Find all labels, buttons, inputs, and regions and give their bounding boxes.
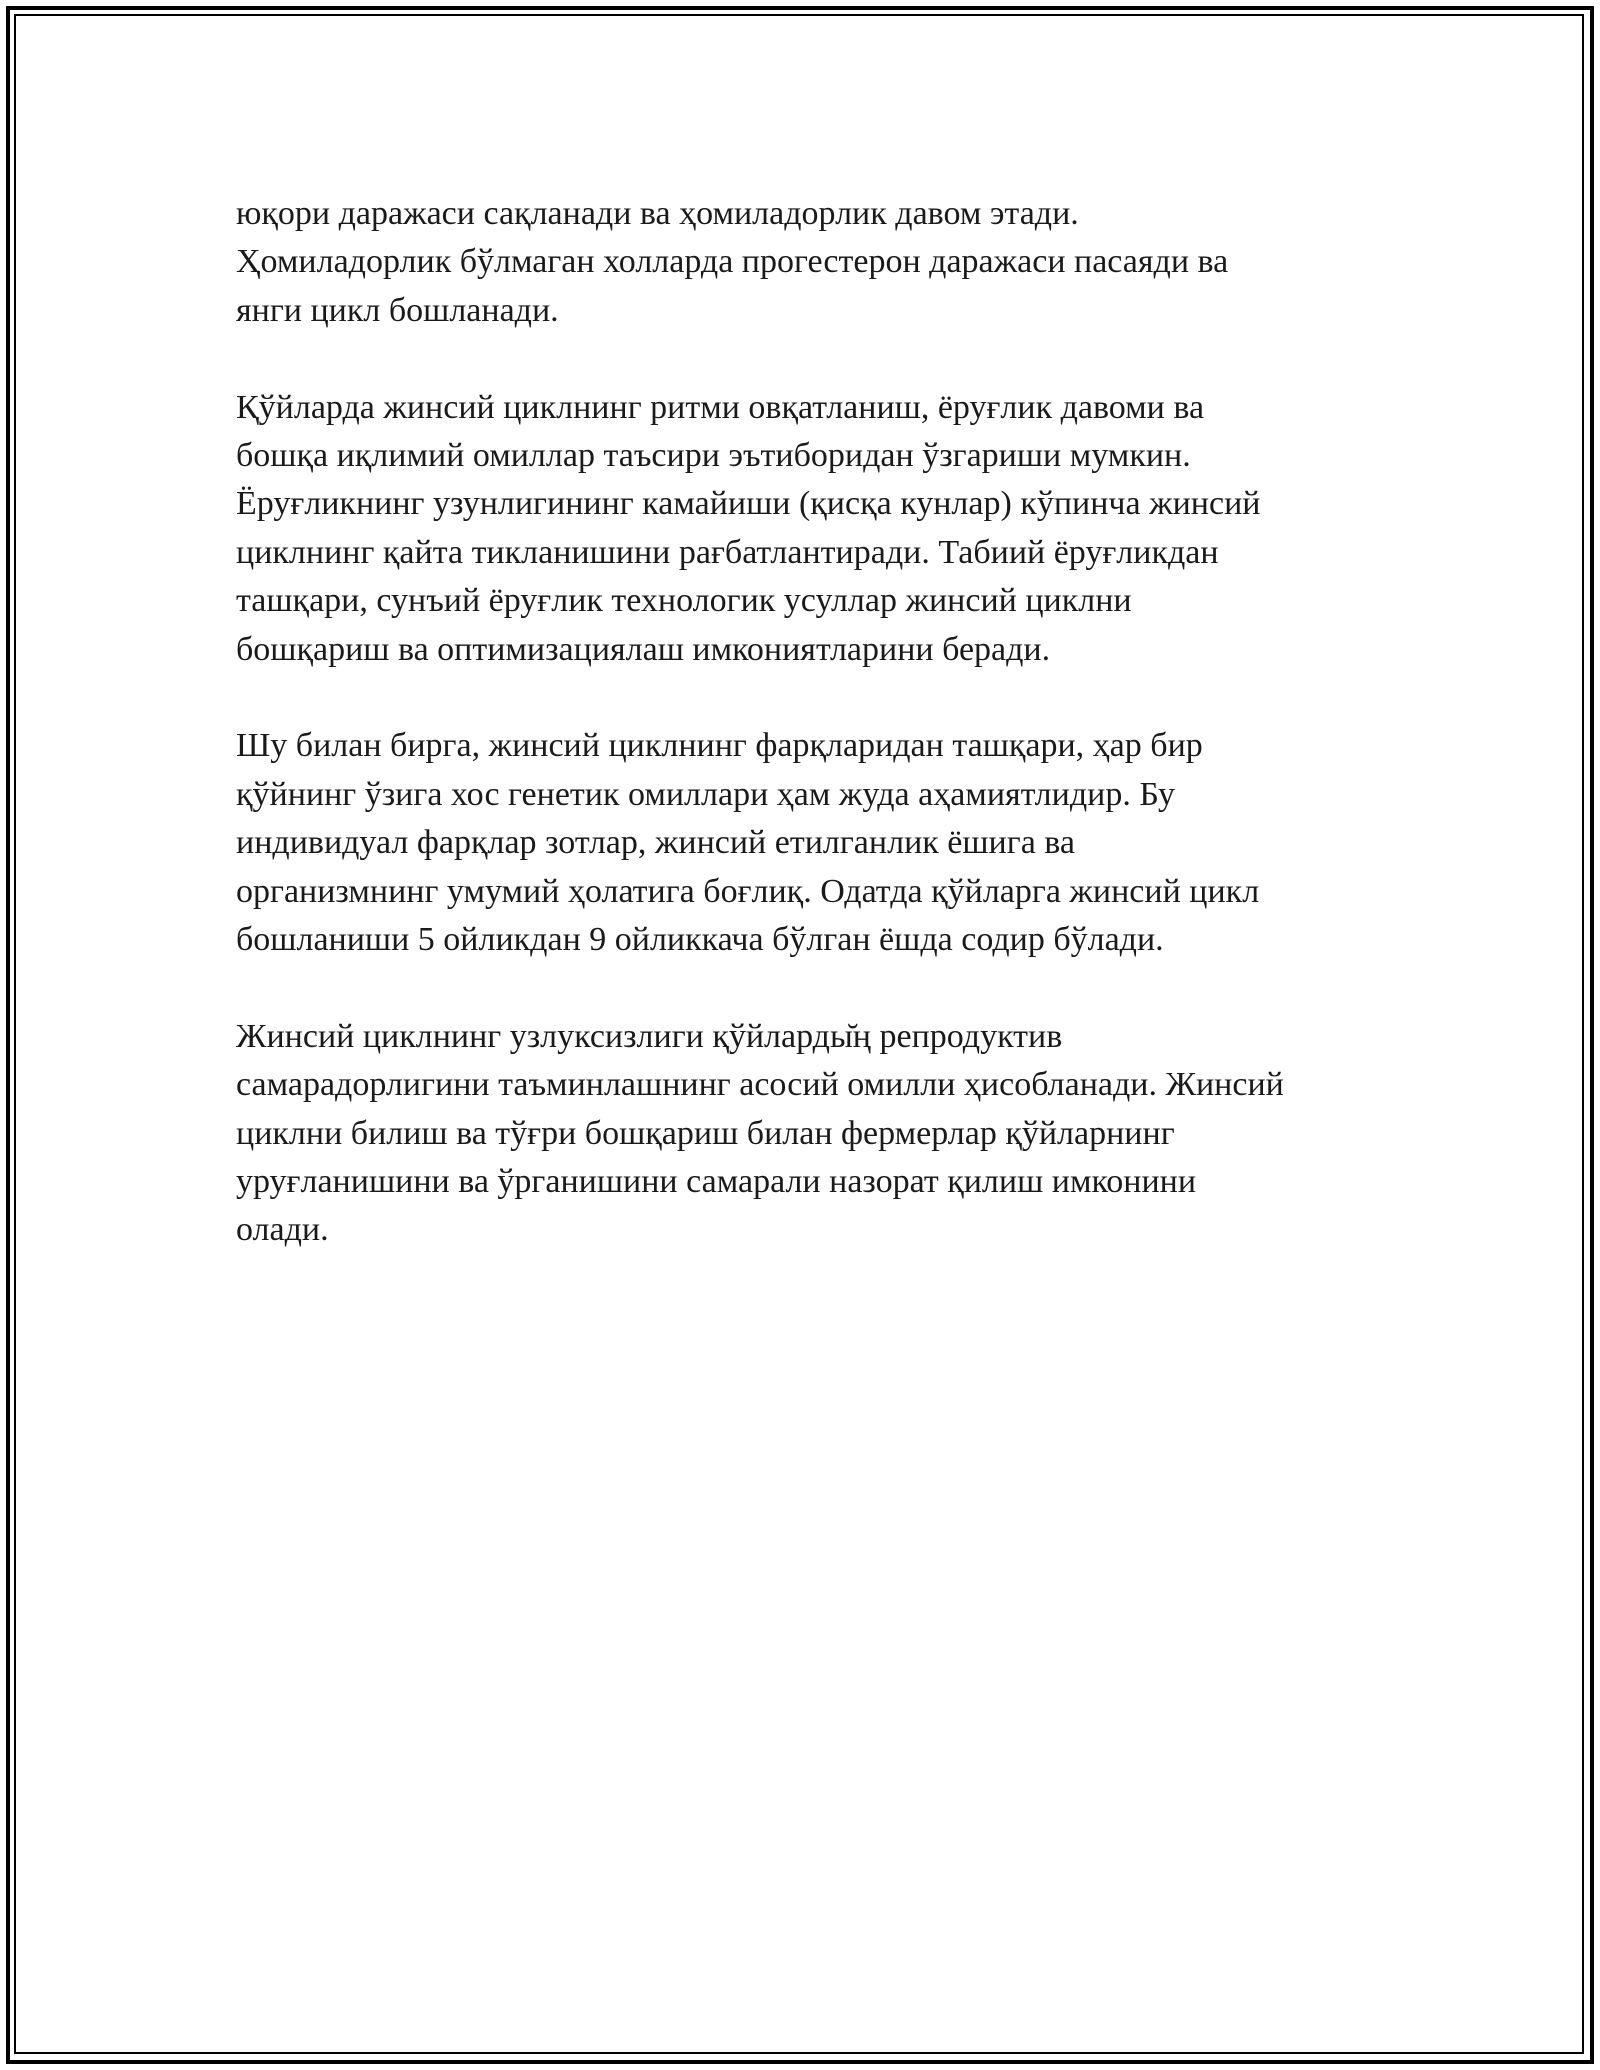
text-line: Ёруғликнинг узунлигининг камайиши (қисқа кунлар) кўпинча жинсий [236, 485, 1261, 523]
text-line: Жинсий циклнинг узлуксизлиги қўйларды̆ң репродуктив [236, 1017, 1063, 1055]
text-line: Ҳомиладорлик бўлмаган холларда прогестерон даражаси пасаяди ва [236, 243, 1229, 281]
text-line: олади. [236, 1211, 329, 1249]
paragraph-1 [236, 190, 1436, 335]
paragraph-2 [236, 384, 1436, 674]
text-line: ташқари, сунъий ёруғлик технологик усуллар жинсий циклни [236, 582, 1132, 620]
text-line: Шу билан бирга, жинсий циклнинг фарқларидан ташқари, ҳар бир [236, 727, 1203, 765]
text-line: циклнинг қайта тикланишини рағбатлантиради. Табиий ёруғликдан [236, 533, 1219, 571]
text-line: уруғланишини ва ўрганишини самарали назорат қилиш имконини [236, 1163, 1197, 1201]
text-line: бошқа иқлимий омиллар таъсири эътиборидан ўзгариши мумкин. [236, 437, 1191, 475]
text-line: организмнинг умумий ҳолатига боғлиқ. Одатда қўйларга жинсий цикл [236, 872, 1260, 910]
text-line: қўйнинг ўзига хос генетик омиллари ҳам жуда аҳамиятлидир. Бу [236, 775, 1176, 813]
document-body [236, 190, 1436, 1303]
text-line: Қўйларда жинсий циклнинг ритми овқатланиш, ёруғлик давоми ва [236, 388, 1205, 426]
paragraph-4 [236, 1013, 1436, 1255]
text-line: бошқариш ва оптимизациялаш имкониятларини беради. [236, 630, 1051, 668]
text-line: циклни билиш ва тўғри бошқариш билан фермерлар қўйларнинг [236, 1114, 1175, 1152]
text-line: юқори даражаси сақланади ва ҳомиладорлик давом этади. [236, 195, 1079, 232]
text-line: индивидуал фарқлар зотлар, жинсий етилганлик ёшига ва [236, 824, 1075, 862]
paragraph-3 [236, 722, 1436, 964]
text-line: янги цикл бошланади. [236, 291, 559, 329]
text-line: бошланиши 5 ойликдан 9 ойликкача бўлган ёшда содир бўлади. [236, 921, 1164, 959]
text-line: самарадорлигини таъминлашнинг асосий омилли ҳисобланади. Жинсий [236, 1066, 1284, 1104]
